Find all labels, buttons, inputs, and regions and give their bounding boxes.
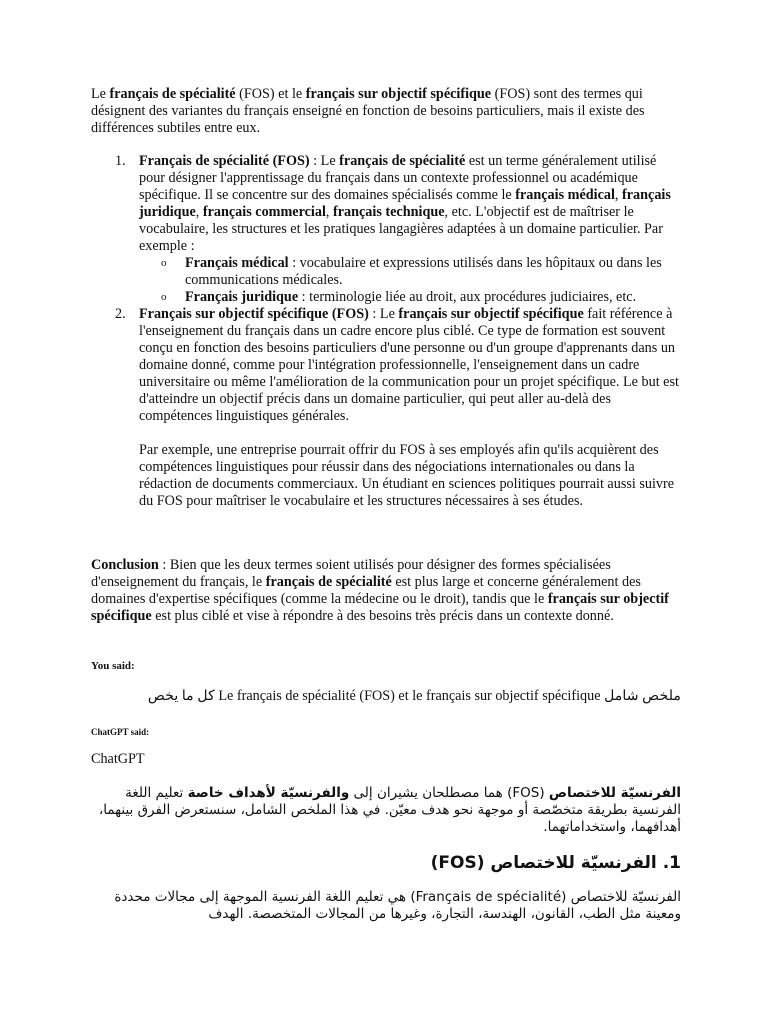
numbered-list <box>115 153 681 510</box>
assistant-intro-paragraph: الفرنسيّة للاختصاص (FOS) هما مصطلحان يشيران إلى والفرنسيّة لأهداف خاصة تعليم اللغة الفرنسية بطريقة متخصّصة أو موجهة نحو هدف معيّن. في هذا الملخص الشامل، سنستعرض الفرق بينهما، أهدافهما، واستخداماتهما. <box>98 785 681 835</box>
you-said-label: You said: <box>91 660 135 672</box>
assistant-name: ChatGPT <box>91 751 145 767</box>
conclusion-paragraph: Conclusion : Bien que les deux termes soient utilisés pour désigner des formes spécialisées d'enseignement du français, le français de spécialité est plus large et concerne généralement des domaines d'expertise spécifiques (comme la médecine ou le droit), tandis que le français sur objectif spécifique est plus ciblé et vise à répondre à des besoins très précis dans un contexte donné. <box>91 557 669 624</box>
user-message: ملخص شامل Le français de spécialité (FOS) et le français sur objectif spécifique كل ما يخص <box>147 688 681 704</box>
sub-list-item: o Français médical : vocabulaire et expressions utilisés dans les hôpitaux ou dans les communications médicales. <box>161 255 662 288</box>
section-heading: 1. الفرنسيّة للاختصاص (FOS) <box>430 853 681 873</box>
list-item-1: 1. Français de spécialité (FOS) : Le français de spécialité est un terme généralement utilisé pour désigner l'apprentissage du français dans un contexte professionnel ou académique spécifique. Il se concentre sur des domaines spécialisés comme le français médical, français juridique, français commercial, français technique, etc. L'objectif est de maîtriser le vocabulaire, les structures et les pratiques langagières adaptées à un domaine particulier. Par exemple : o Français médical : vocabulaire et expressions utilisés dans les hôpitaux ou dans les communications médicales. o Français juridique : terminologie liée au droit, aux procédures judiciaires, etc. <box>139 153 681 306</box>
sub-list <box>139 255 681 306</box>
chatgpt-said-label: ChatGPT said: <box>91 727 150 737</box>
list-item-2: 2. Français sur objectif spécifique (FOS) : Le français sur objectif spécifique fait référence à l'enseignement du français dans un cadre encore plus ciblé. Ce type de formation est souvent conçu en fonction des besoins particuliers d'une personne ou d'un groupe d'apprenants dans un domaine donné, comme pour l'intégration professionnelle, l'enseignement dans un cadre universitaire ou même l'amélioration de la communication pour un projet spécifique. Le but est d'atteindre un objectif précis dans un domaine particulier, qui peut aller au-delà des compétences linguistiques générales. Par exemple, une entreprise pourrait offrir du FOS à ses employés afin qu'ils acquièrent des compétences linguistiques pour réussir dans des négociations internationales ou dans la rédaction de documents commerciaux. Un étudiant en sciences politiques pourrait aussi suivre du FOS pour maîtriser le vocabulaire et les structures nécessaires à ses études. <box>115 306 679 509</box>
assistant-section-paragraph: الفرنسيّة للاختصاص (Français de spécialité) هي تعليم اللغة الفرنسية الموجهة إلى مجالات محددة ومعينة مثل الطب، القانون، الهندسة، التجارة، وغيرها من المجالات المتخصصة. الهدف <box>114 889 681 922</box>
sub-list-item: o Français juridique : terminologie liée au droit, aux procédures judiciaires, etc. <box>161 289 637 305</box>
intro-paragraph: Le français de spécialité (FOS) et le français sur objectif spécifique (FOS) sont des termes qui désignent des variantes du français enseigné en fonction de besoins particuliers, mais il existe des différences subtiles entre eux. <box>91 86 645 136</box>
